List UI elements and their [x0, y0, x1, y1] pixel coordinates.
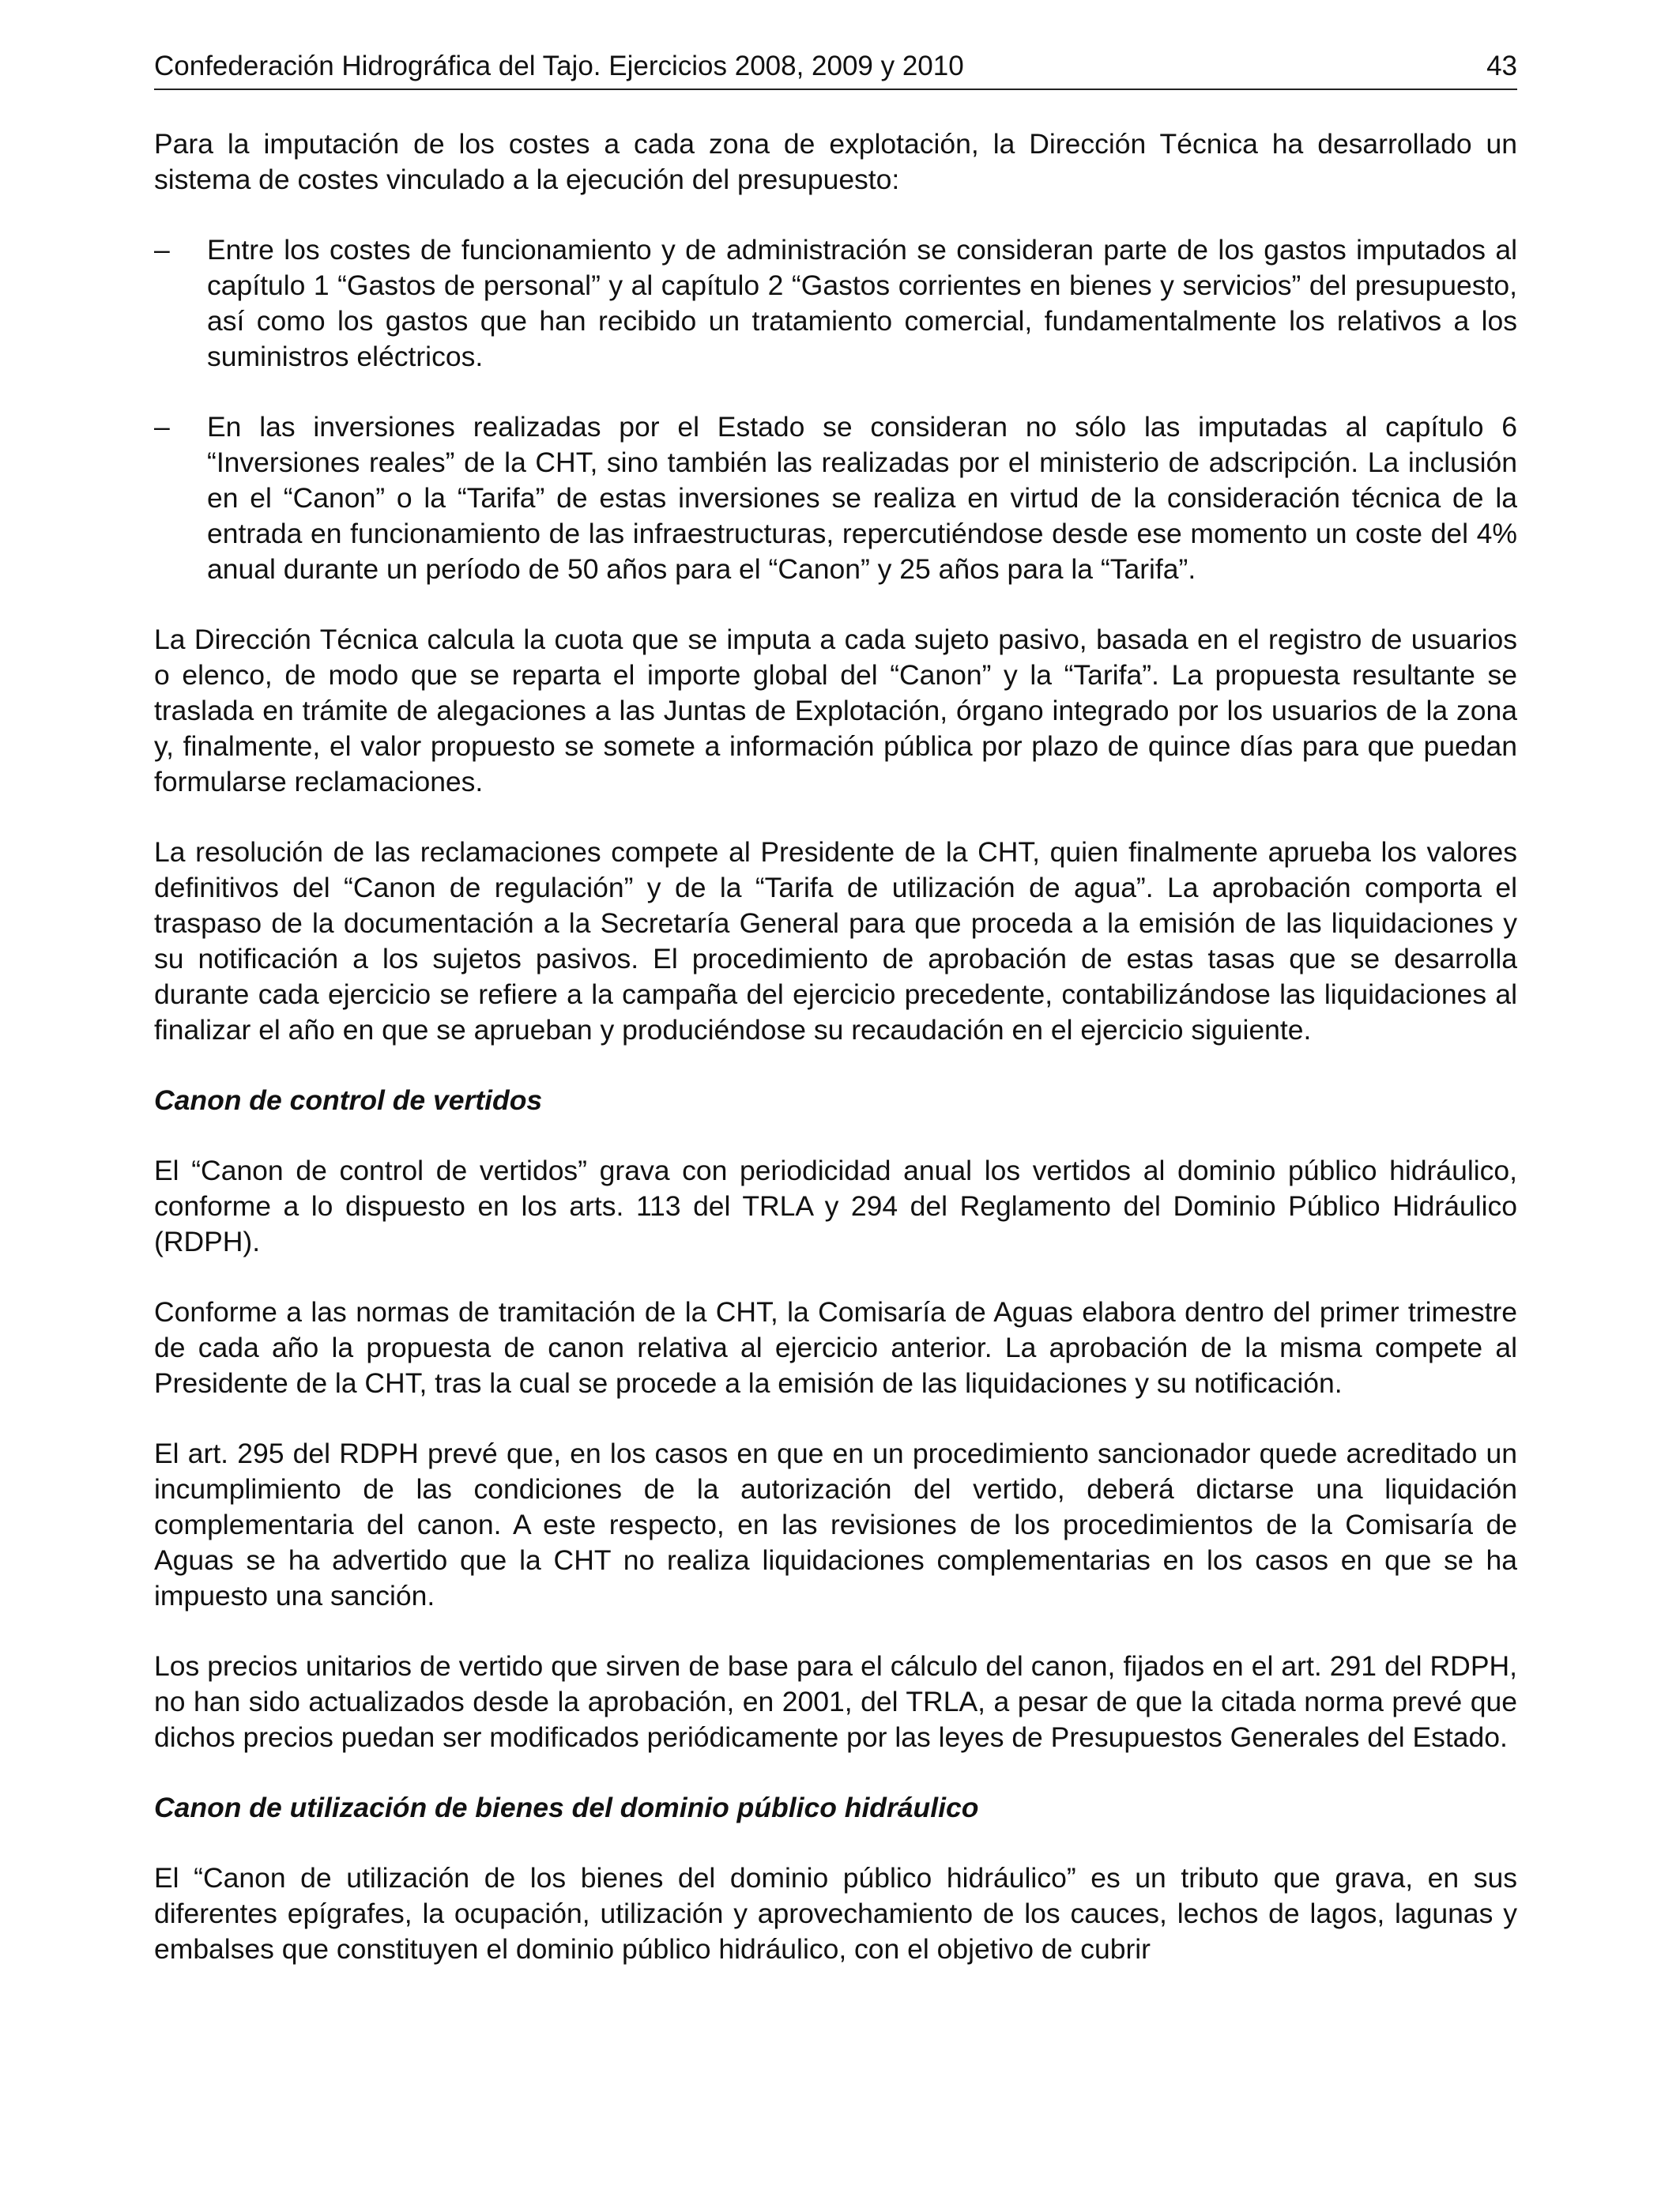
paragraph-bienes-1: El “Canon de utilización de los bienes del dominio público hidráulico” es un tributo que grava, en sus diferentes epígrafes, la ocupación, utilización y aprovechamiento de los cauces, lechos de lagos, lagunas y embalses que constituyen el dominio público hidráulico, con el objetivo de cubrir — [154, 1862, 1517, 1965]
bullet-item-costes — [154, 232, 1517, 375]
header-title: Confederación Hidrográfica del Tajo. Ejercicios 2008, 2009 y 2010 — [154, 51, 964, 81]
paragraph-resolucion: La resolución de las reclamaciones compete al Presidente de la CHT, quien finalmente aprueba los valores definitivos del “Canon de regulación” y de la “Tarifa de utilización de agua”. La aprobación comporta el traspaso de la documentación a la Secretaría General para que proceda a la emisión de las liquidaciones y su notificación a los sujetos pasivos. El procedimiento de aprobación de estas tasas que se desarrolla durante cada ejercicio se refiere a la campaña del ejercicio precedente, contabilizándose las liquidaciones al finalizar el año en que se aprueban y produciéndose su recaudación en el ejercicio siguiente. — [154, 836, 1517, 1046]
body-text — [154, 126, 1517, 2002]
paragraph-vertidos-3: El art. 295 del RDPH prevé que, en los casos en que en un procedimiento sancionador quede acreditado un incumplimiento de las condiciones de la autorización del vertido, deberá dictarse una liquidación complementaria del canon. A este respecto, en las revisiones de los procedimientos de la Comisaría de Aguas se ha advertido que la CHT no realiza liquidaciones complementarias en los casos en que se ha impuesto una sanción. — [154, 1438, 1517, 1612]
bullet-item-inversiones — [154, 409, 1517, 587]
page-number: 43 — [1486, 51, 1517, 81]
running-header — [154, 49, 1517, 90]
dash-bullet-icon: – — [154, 234, 170, 266]
intro-paragraph: Para la imputación de los costes a cada zona de explotación, la Dirección Técnica ha desarrollado un sistema de costes vinculado a la ejecución del presupuesto: — [154, 128, 1517, 195]
paragraph-direccion-tecnica: La Dirección Técnica calcula la cuota que se imputa a cada sujeto pasivo, basada en el registro de usuarios o elenco, de modo que se reparta el importe global del “Canon” y la “Tarifa”. La propuesta resultante se traslada en trámite de alegaciones a las Juntas de Explotación, órgano integrado por los usuarios de la zona y, finalmente, el valor propuesto se somete a información pública por plazo de quince días para que puedan formularse reclamaciones. — [154, 624, 1517, 797]
paragraph-vertidos-4: Los precios unitarios de vertido que sirven de base para el cálculo del canon, fijados en el art. 291 del RDPH, no han sido actualizados desde la aprobación, en 2001, del TRLA, a pesar de que la citada norma prevé que dichos precios puedan ser modificados periódicamente por las leyes de Presupuestos Generales del Estado. — [154, 1650, 1517, 1753]
paragraph-vertidos-1: El “Canon de control de vertidos” grava con periodicidad anual los vertidos al dominio público hidráulico, conforme a lo dispuesto en los arts. 113 del TRLA y 294 del Reglamento del Dominio Público Hidráulico (RDPH). — [154, 1155, 1517, 1257]
bullet-text: En las inversiones realizadas por el Estado se consideran no sólo las imputadas al capítulo 6 “Inversiones reales” de la CHT, sino también las realizadas por el ministerio de adscripción. La inclusión en el “Canon” o la “Tarifa” de estas inversiones se realiza en virtud de la consideración técnica de la entrada en funcionamiento de las infraestructuras, repercutiéndose desde ese momento un coste del 4% anual durante un período de 50 años para el “Canon” y 25 años para la “Tarifa”. — [207, 411, 1517, 585]
section-heading-vertidos: Canon de control de vertidos — [154, 1084, 543, 1116]
bullet-text: Entre los costes de funcionamiento y de administración se consideran parte de los gastos imputados al capítulo 1 “Gastos de personal” y al capítulo 2 “Gastos corrientes en bienes y servicios” del presupuesto, así como los gastos que han recibido un tratamiento comercial, fundamentalmente los relativos a los suministros eléctricos. — [207, 234, 1517, 372]
section-heading-bienes: Canon de utilización de bienes del dominio público hidráulico — [154, 1792, 979, 1823]
dash-bullet-icon: – — [154, 411, 170, 443]
paragraph-vertidos-2: Conforme a las normas de tramitación de la CHT, la Comisaría de Aguas elabora dentro del primer trimestre de cada año la propuesta de canon relativa al ejercicio anterior. La aprobación de la misma compete al Presidente de la CHT, tras la cual se procede a la emisión de las liquidaciones y su notificación. — [154, 1296, 1517, 1399]
